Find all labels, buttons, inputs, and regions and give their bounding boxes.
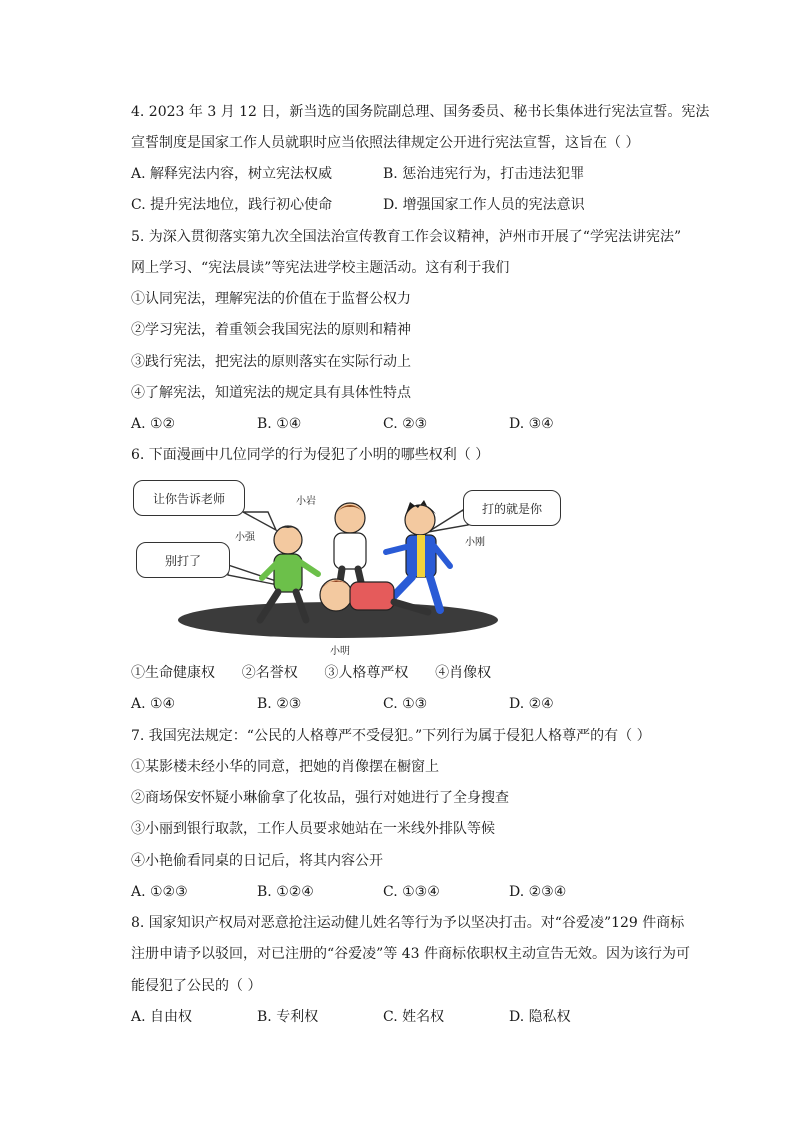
- q5-stem-line1: 5. 为深入贯彻落实第九次全国法治宣传教育工作会议精神，泸州市开展了“学宪法讲宪法”: [131, 229, 682, 245]
- q5-option-a: A. ①②: [131, 416, 176, 432]
- q5-item-2: ②学习宪法，着重领会我国宪法的原则和精神: [131, 322, 411, 338]
- q4-option-b: B. 惩治违宪行为，打击违法犯罪: [383, 166, 585, 182]
- q7-option-a: A. ①②③: [131, 884, 188, 900]
- q7-option-d: D. ②③④: [509, 884, 567, 900]
- q5-item-3: ③践行宪法，把宪法的原则落实在实际行动上: [131, 354, 411, 370]
- q8-stem-line3: 能侵犯了公民的（ ）: [131, 978, 262, 994]
- speech-bubble-xiaogang: 打的就是你: [463, 490, 561, 526]
- q7-item-2: ②商场保安怀疑小琳偷拿了化妆品，强行对她进行了全身搜查: [131, 790, 509, 806]
- q4-option-c: C. 提升宪法地位，践行初心使命: [131, 197, 333, 213]
- q4-option-a: A. 解释宪法内容，树立宪法权威: [131, 166, 333, 182]
- q8-option-d: D. 隐私权: [509, 1009, 571, 1025]
- q5-option-c: C. ②③: [383, 416, 428, 432]
- label-xiaogang: 小刚: [465, 537, 485, 548]
- figure-xiaoming: [320, 579, 428, 612]
- q6-option-a: A. ①④: [131, 696, 176, 712]
- q8-option-b: B. 专利权: [257, 1009, 319, 1025]
- q8-stem-line1: 8. 国家知识产权局对恶意抢注运动健儿姓名等行为予以坚决打击。对“谷爱凌”129 件商标: [131, 915, 685, 931]
- q4-stem-line1: 4. 2023 年 3 月 12 日，新当选的国务院副总理、国务委员、秘书长集体进行宪法宣誓。宪法: [131, 104, 710, 120]
- q7-item-4: ④小艳偷看同桌的日记后，将其内容公开: [131, 853, 383, 869]
- q7-option-b: B. ①②④: [257, 884, 314, 900]
- figure-xiaogang: [386, 500, 450, 610]
- q5-item-4: ④了解宪法，知道宪法的规定具有具体性特点: [131, 385, 411, 401]
- q4-stem-line2: 宣誓制度是国家工作人员就职时应当依照法律规定公开进行宪法宣誓，这旨在（ ）: [131, 135, 640, 151]
- q6-items: ①生命健康权 ②名誉权 ③人格尊严权 ④肖像权: [131, 665, 492, 681]
- label-xiaoyan: 小岩: [296, 496, 316, 507]
- speech-bubble-xiaoqiang: 让你告诉老师: [133, 480, 245, 516]
- q7-item-3: ③小丽到银行取款，工作人员要求她站在一米线外排队等候: [131, 821, 495, 837]
- label-xiaoming: 小明: [330, 646, 350, 657]
- q6-stem-line1: 6. 下面漫画中几位同学的行为侵犯了小明的哪些权利（ ）: [131, 447, 490, 463]
- q5-stem-line2: 网上学习、“宪法晨读”等宪法进学校主题活动。这有利于我们: [131, 260, 510, 276]
- q7-stem-line1: 7. 我国宪法规定：“公民的人格尊严不受侵犯。”下列行为属于侵犯人格尊严的有（ ）: [131, 728, 651, 744]
- q5-item-1: ①认同宪法，理解宪法的价值在于监督公权力: [131, 291, 411, 307]
- q7-item-1: ①某影楼未经小华的同意，把她的肖像摆在橱窗上: [131, 759, 439, 775]
- q8-option-c: C. 姓名权: [383, 1009, 445, 1025]
- q5-option-d: D. ③④: [509, 416, 554, 432]
- q7-option-c: C. ①③④: [383, 884, 440, 900]
- q5-option-b: B. ①④: [257, 416, 302, 432]
- speech-bubble-xiaoming: 别打了: [136, 542, 230, 578]
- q6-option-c: C. ①③: [383, 696, 428, 712]
- q4-option-d: D. 增强国家工作人员的宪法意识: [383, 197, 585, 213]
- comic-illustration: [128, 470, 568, 655]
- q6-option-b: B. ②③: [257, 696, 302, 712]
- label-xiaoqiang: 小强: [235, 532, 255, 543]
- q8-option-a: A. 自由权: [131, 1009, 193, 1025]
- q8-stem-line2: 注册申请予以驳回，对已注册的“谷爱凌”等 43 件商标依职权主动宣告无效。因为该行为可: [131, 946, 691, 962]
- q6-option-d: D. ②④: [509, 696, 554, 712]
